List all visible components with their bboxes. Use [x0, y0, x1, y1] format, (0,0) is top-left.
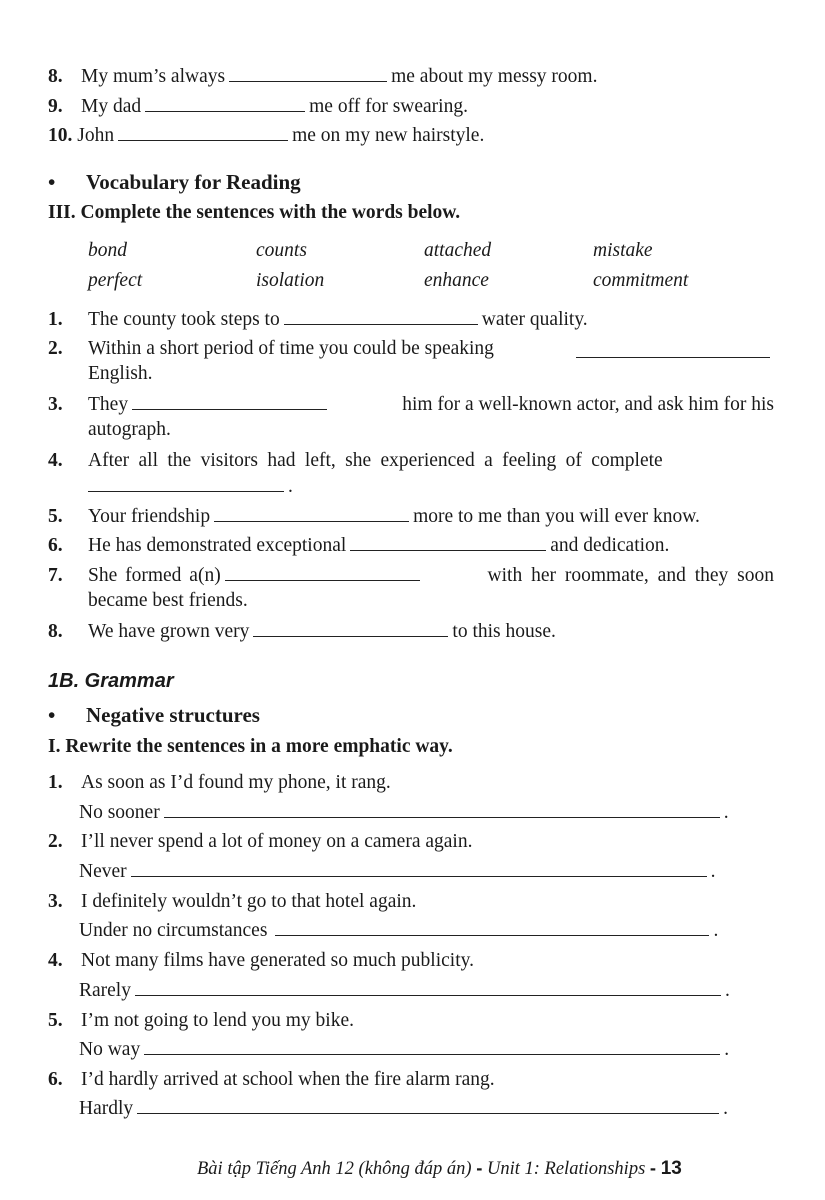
answer-blank[interactable]	[118, 139, 288, 141]
item-end-punctuation: .	[713, 920, 719, 941]
item-text-after: me off for swearing.	[309, 96, 468, 117]
exercise-item	[48, 950, 474, 972]
item-text-after: him for a well-known actor, and ask him for his	[402, 394, 774, 415]
item-sentence: I’d hardly arrived at school when the fire alarm rang.	[81, 1069, 495, 1090]
item-number: 8.	[48, 66, 63, 87]
answer-blank[interactable]	[131, 875, 707, 877]
rewrite-line	[79, 802, 729, 824]
item-text-after: me about my messy room.	[391, 66, 598, 87]
item-text-before: He has demonstrated exceptional	[88, 535, 347, 556]
page-number: 13	[660, 1158, 682, 1179]
item-number: 3.	[48, 394, 63, 415]
item-text-before: The county took steps to	[88, 309, 280, 330]
answer-blank[interactable]	[145, 110, 305, 112]
item-end-punctuation: .	[724, 980, 730, 1001]
exercise-item	[48, 309, 588, 331]
rewrite-line	[79, 1039, 729, 1061]
item-end-punctuation: .	[710, 861, 716, 882]
word-bank-item: attached	[424, 240, 492, 261]
footer-separator: -	[476, 1157, 483, 1178]
exercise-instruction: I. Rewrite the sentences in a more emphatic way.	[48, 736, 453, 757]
answer-blank[interactable]	[137, 1112, 719, 1114]
rewrite-prompt: No way	[79, 1039, 141, 1060]
item-text-before: My mum’s always	[81, 66, 226, 87]
item-text-after: me on my new hairstyle.	[292, 125, 485, 146]
bullet-icon: •	[48, 703, 56, 727]
answer-blank[interactable]	[253, 635, 448, 637]
subsection-heading	[48, 170, 301, 195]
item-continuation: English.	[88, 363, 153, 384]
subsection-heading-text: Vocabulary for Reading	[86, 170, 301, 194]
subsection-heading-text: Negative structures	[86, 703, 260, 727]
item-number: 8.	[48, 621, 63, 642]
item-sentence: I’m not going to lend you my bike.	[81, 1010, 354, 1031]
exercise-item	[48, 394, 774, 416]
item-continuation: became best friends.	[88, 590, 248, 611]
exercise-instruction: III. Complete the sentences with the words below.	[48, 202, 461, 223]
exercise-item	[48, 66, 597, 88]
word-bank-item: enhance	[424, 270, 489, 291]
item-text-before: She formed a(n)	[88, 565, 221, 586]
item-number: 1.	[48, 772, 63, 793]
item-number: 4.	[48, 950, 63, 971]
rewrite-prompt: No sooner	[79, 802, 160, 823]
answer-blank[interactable]	[275, 934, 709, 936]
exercise-item	[48, 1069, 495, 1091]
section-title: 1B. Grammar	[48, 670, 174, 692]
item-number: 5.	[48, 1010, 63, 1031]
item-end-punctuation: .	[723, 802, 729, 823]
exercise-item	[48, 1010, 354, 1032]
item-number: 10.	[48, 125, 73, 146]
exercise-item	[48, 535, 669, 557]
answer-blank[interactable]	[144, 1053, 720, 1055]
rewrite-prompt: Rarely	[79, 980, 131, 1001]
subsection-heading	[48, 703, 260, 728]
item-number: 7.	[48, 565, 63, 586]
answer-blank[interactable]	[214, 520, 409, 522]
bullet-icon: •	[48, 170, 56, 194]
answer-blank[interactable]	[225, 579, 420, 581]
rewrite-line	[79, 861, 716, 883]
answer-blank[interactable]	[164, 816, 720, 818]
item-text-before: My dad	[81, 96, 142, 117]
exercise-item	[48, 831, 472, 853]
rewrite-line	[79, 980, 730, 1002]
exercise-item	[48, 96, 468, 118]
item-number: 5.	[48, 506, 63, 527]
item-sentence: I’ll never spend a lot of money on a camera again.	[81, 831, 473, 852]
answer-blank[interactable]	[88, 490, 284, 492]
item-continuation	[84, 476, 293, 498]
answer-blank[interactable]	[350, 549, 546, 551]
item-text-before: They	[88, 394, 129, 415]
word-bank-item: perfect	[88, 270, 143, 291]
exercise-item	[48, 621, 556, 643]
item-end-punctuation: .	[723, 1098, 729, 1119]
item-text-after: with her roommate, and they soon	[487, 565, 774, 586]
word-bank-item: commitment	[593, 270, 689, 291]
exercise-item	[48, 125, 484, 147]
footer-book-title: Bài tập Tiếng Anh 12 (không đáp án)	[197, 1159, 472, 1179]
rewrite-prompt: Under no circumstances	[79, 920, 268, 941]
item-text-before: After all the visitors had left, she experienced a feeling of complete	[88, 450, 663, 471]
item-end-punctuation: .	[724, 1039, 730, 1060]
exercise-item	[48, 891, 416, 913]
answer-blank[interactable]	[284, 323, 478, 325]
footer-separator: -	[649, 1157, 657, 1178]
exercise-item	[48, 772, 391, 794]
item-number: 4.	[48, 450, 63, 471]
item-text-after: more to me than you will ever know.	[413, 506, 700, 527]
answer-blank[interactable]	[135, 994, 721, 996]
word-bank-item: bond	[88, 240, 127, 261]
item-text-after: and dedication.	[550, 535, 670, 556]
answer-blank[interactable]	[576, 356, 770, 358]
exercise-item	[48, 565, 774, 587]
item-text-before: We have grown very	[88, 621, 250, 642]
exercise-item	[48, 338, 774, 360]
page-footer	[197, 1157, 682, 1180]
answer-blank[interactable]	[132, 408, 327, 410]
item-continuation: autograph.	[88, 419, 171, 440]
item-text-before: Your friendship	[88, 506, 211, 527]
rewrite-prompt: Never	[79, 861, 127, 882]
footer-unit: Unit 1: Relationships	[487, 1159, 646, 1179]
answer-blank[interactable]	[229, 80, 387, 82]
item-text-after: to this house.	[452, 621, 556, 642]
item-sentence: Not many films have generated so much publicity.	[81, 950, 474, 971]
item-text-before: Within a short period of time you could be speaking	[88, 338, 494, 359]
word-bank-item: counts	[256, 240, 307, 261]
rewrite-line	[79, 1098, 728, 1120]
item-sentence: I definitely wouldn’t go to that hotel again.	[81, 891, 417, 912]
item-number: 9.	[48, 96, 63, 117]
item-number: 2.	[48, 338, 63, 359]
rewrite-prompt: Hardly	[79, 1098, 134, 1119]
rewrite-line	[79, 920, 718, 942]
item-number: 1.	[48, 309, 63, 330]
item-text-after: water quality.	[481, 309, 588, 330]
item-number: 3.	[48, 891, 63, 912]
item-number: 2.	[48, 831, 63, 852]
item-end-punctuation: .	[288, 476, 293, 497]
exercise-item	[48, 450, 663, 472]
item-text-before: John	[77, 125, 115, 146]
exercise-item	[48, 506, 700, 528]
item-number: 6.	[48, 535, 63, 556]
item-number: 6.	[48, 1069, 63, 1090]
item-sentence: As soon as I’d found my phone, it rang.	[81, 772, 391, 793]
word-bank-item: isolation	[256, 270, 325, 291]
word-bank-item: mistake	[593, 240, 653, 261]
